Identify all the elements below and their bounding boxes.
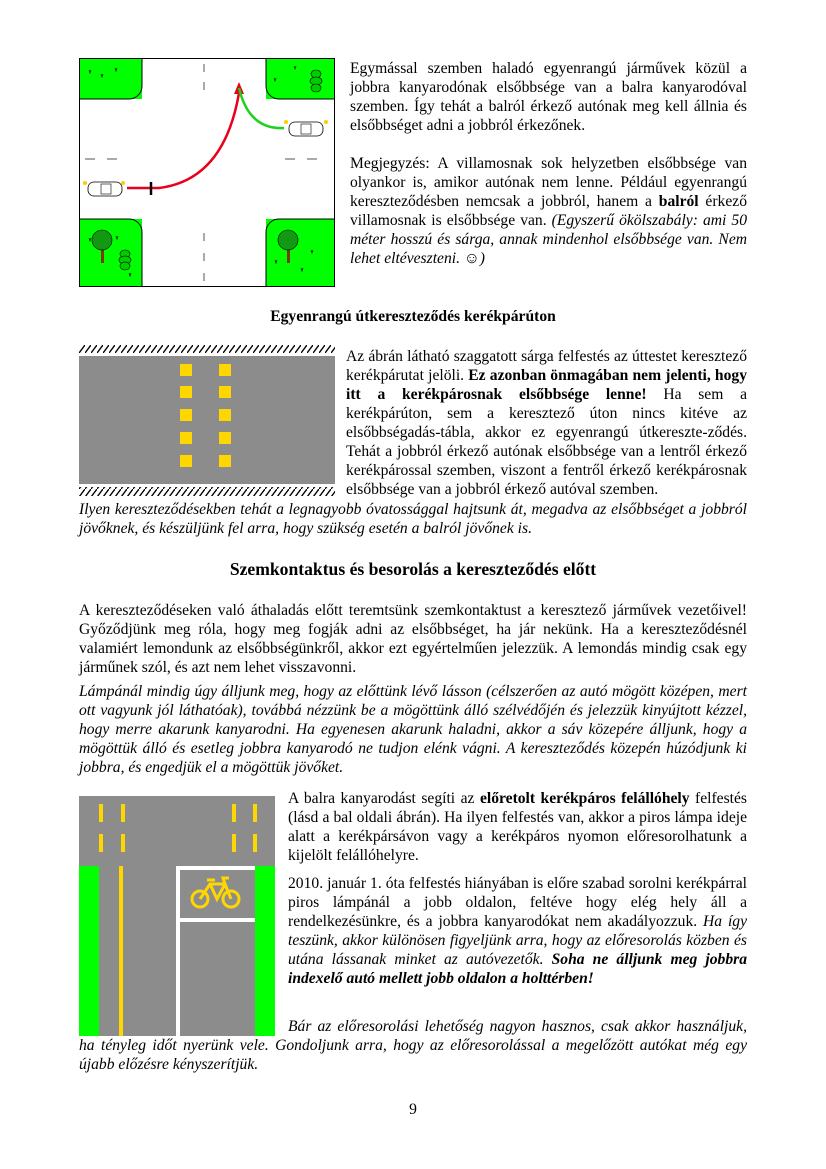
- advanced-bike-stop-diagram: [79, 796, 275, 1036]
- section3-top-text: [79, 601, 747, 777]
- page-number: 9: [409, 1101, 417, 1118]
- section2-heading: Egyenrangú útkereszteződés kerékpárúton: [270, 308, 556, 325]
- bush-icon: [119, 250, 131, 270]
- text-span: A balra kanyarodást segíti az: [288, 790, 480, 807]
- grass-bottom-right: [266, 219, 334, 286]
- road-surface: [79, 356, 335, 484]
- grass-bottom-left: [80, 219, 142, 286]
- caution-paragraph: Ilyen kereszteződésekben tehát a legnagyobb óvatossággal hajtsunk át, megadva az elsőbbséget a jobbról jövőknek, és készüljünk fel arra, hogy szükség esetén a balról jövőnek is.: [79, 501, 747, 537]
- paragraph: Egymással szemben haladó egyenrangú járművek közül a jobbra kanyarodónak elsőbbsége van a balra kanyarodóval szemben. Így tehát a balról érkező autónak meg kell állnia és elsőbbséget adni a jobbról érkezőnek.: [350, 60, 747, 134]
- text-span: Az ábrán látható szaggatott sárga felfestés az úttestet keresztező kerékpárutat jelöli.: [346, 348, 747, 384]
- intersection-diagram: [79, 58, 335, 287]
- section3-right-text: [288, 789, 747, 988]
- closing-paragraph: Bár az előresorolási lehetőség nagyon hasznos, csak akkor használjuk, ha tényleg időt nyerünk vele. Gondoljunk arra, hogy az előresorolással a megelőzött autókat még egy újabb előzésre kényszerítjük.: [79, 1018, 747, 1073]
- section1-text: [350, 59, 747, 268]
- text-span: felfestés (lásd a bal oldali ábrán). Ha ilyen felfestés van, akkor a piros lámpa ideje alatt a kerékpársávon vagy a kerékpáros nyomon előresorolhatunk a kijelölt felállóhelyre.: [288, 790, 747, 864]
- italic-text: Ha így teszünk, akkor különösen figyeljünk arra, hogy az előresorolás közben és utána lássanak minket az autóvezetők.: [288, 913, 747, 968]
- text-span: Ha sem a kerékpárúton, sem a keresztező úton nincs kitéve az elsőbbségadás-tábla, akkor ez egyenrangú útkereszte-ződés. Tehát a jobbról érkező autónak elsőbbsége van a lentről érkező kerékpárossal szemben, viszont a fentről érkező kerékpárosnak elsőbbsége van a jobbról érkező autóval szemben.: [346, 386, 748, 498]
- section3-bottom-text: [79, 1017, 747, 1074]
- emphasis-text: Ez azonban önmagában nem jelenti, hogy itt a kerékpárosnak elsőbbsége lenne!: [346, 367, 747, 403]
- section3-heading: Szemkontaktus és besorolás a kereszteződés előtt: [229, 559, 597, 579]
- eye-contact-paragraph: A kereszteződéseken való áthaladás előtt teremtsünk szemkontaktust a keresztező járművek vezetőivel! Győződjünk meg róla, hogy meg fogják adni az elsőbbséget, ha jár nekünk. Ha a kereszteződésnél valamiért lemondunk az elsőbbségünkről, akkor ezt egyértelműen jelezzük. A lemondás mindig csak egy járműnek szól, és azt nem lehet visszavonni.: [79, 602, 747, 676]
- bush-icon: [310, 70, 322, 92]
- section2-text-full: [79, 500, 747, 538]
- traffic-light-paragraph: Lámpánál mindig úgy álljunk meg, hogy az előttünk lévő lásson (célszerően az autó mögött középen, mert ott vagyunk jól láthatóak), továbbá nézzünk be a mögöttünk álló szélvédőjén és jelezzük kinyújtott kézzel, hogy merre akarunk kanyarodni. Ha egyenesen akarunk haladni, akkor a sáv közepére álljunk, hogy a mögöttük álló és esetleg jobbra kanyarodó ne tudjon elénk vágni. A kereszteződés közepén húzódjunk ki jobbra, és engedjük el a mögöttük jövőket.: [79, 683, 747, 776]
- bike-lane-left: [79, 866, 99, 1036]
- warning-text: Soha ne álljunk meg jobbra indexelő autó mellett jobb oldalon a holttérben!: [288, 951, 747, 987]
- emphasis-text: előretolt kerékpáros felállóhely: [479, 790, 690, 807]
- curb-top: [79, 345, 335, 353]
- bike-crossing-diagram: [79, 345, 335, 497]
- grass-top-right: [266, 59, 334, 99]
- note-paragraph: Megjegyzés: A villamosnak sok helyzetben elsőbbsége van olyankor is, amikor autónak nem lenne. Például egyenrangú kereszteződésben nemcsak a jobbról, hanem a balról érkező villamosnak is elsőbbsége van. (Egyszerű ökölszabály: ami 50 méter hosszú és sárga, annak mindenhol elsőbbsége van. Nem lehet eltéveszteni. ☺): [350, 155, 747, 267]
- curb-bottom: [79, 487, 335, 496]
- bike-lane-right: [255, 866, 275, 1036]
- text-span: 2010. január 1. óta felfestés hiányában is előre szabad sorolni kerékpárral piros lámpánál a jobb oldalon, feltéve hogy elég hely áll a rendelkezésünkre, és a jobbra kanyarodókat nem akadályozzuk.: [288, 875, 747, 930]
- section2-text-right: [346, 347, 747, 499]
- grass-top-left: [80, 59, 142, 99]
